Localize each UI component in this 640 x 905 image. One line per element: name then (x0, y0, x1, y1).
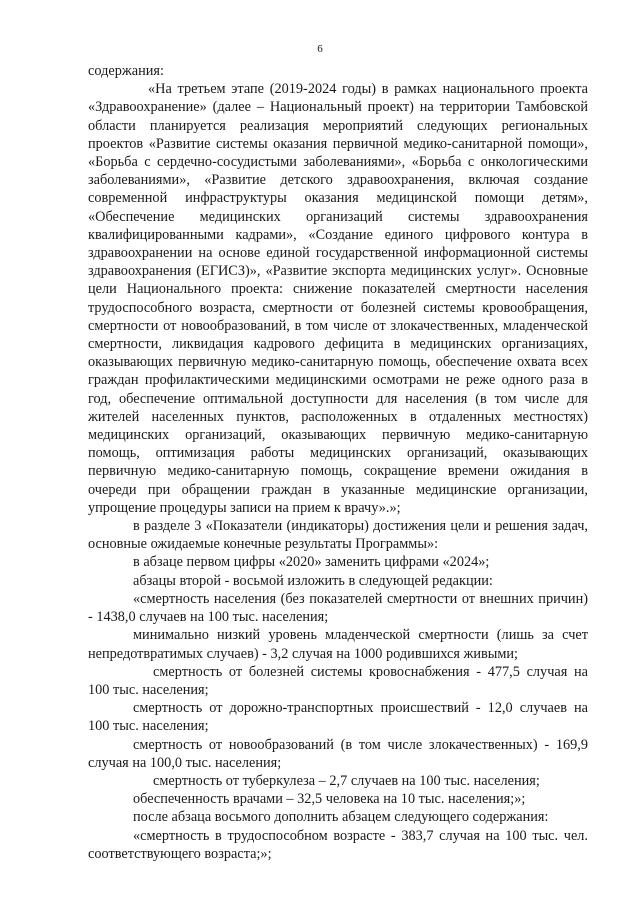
page-number: 6 (317, 43, 323, 55)
paragraph: минимально низкий уровень младенческой смертности (лишь за счет непредотвратимых случаев) - 3,2 случая на 1000 родившихся живыми; (88, 627, 588, 662)
paragraph: после абзаца восьмого дополнить абзацем следующего содержания: (133, 809, 549, 826)
paragraph: смертность от новообразований (в том числе злокачественных) - 169,9 случая на 100,0 тыс. населения; (88, 736, 588, 771)
paragraph: «смертность населения (без показателей смертности от внешних причин) - 1438,0 случаев на 100 тыс. населения; (88, 590, 588, 626)
paragraph: смертность от болезней системы кровоснабжения - 477,5 случая на 100 тыс. населения; (88, 663, 588, 698)
paragraph: в абзаце первом цифры «2020» заменить цифрами «2024»; (133, 554, 490, 571)
paragraph: содержания: (88, 63, 164, 79)
paragraph: абзацы второй - восьмой изложить в следующей редакции: (133, 572, 493, 589)
paragraph: смертность от дорожно-транспортных происшествий - 12,0 случаев на 100 тыс. населения; (88, 700, 588, 735)
paragraph: «На третьем этапе (2019-2024 годы) в рамках национального проекта «Здравоохранение» (далее – Национальный проект) на территории Тамбовской области планируется реализация мероприятий следующих региональных проектов «Развитие системы оказания первичной медико-санитарной помощи», «Борьба с сердечно-сосудистыми заболеваниями», «Борьба с онкологическими заболеваниями», «Развитие детского здравоохранения, включая создание современной инфраструктуры оказания медицинской помощи детям», «Обеспечение медицинских организаций системы здравоохранения квалифицированными кадрами», «Создание единого цифрового контура в здравоохранении на основе единой государственной информационной системы здравоохранения (ЕГИСЗ)», «Развитие экспорта медицинских услуг». Основные цели Национального проекта: снижение показателей смертности населения трудоспособного возраста, смертности от болезней системы кровообращения, смертности от новообразований, в том числе от злокачественных, младенческой смертности, ликвидация кадрового дефицита в медицинских организациях, оказывающих первичную медико-санитарную помощь, обеспечение охвата всех граждан профилактическими медицинскими осмотрами не реже одного раза в год, обеспечение оптимальной доступности для населения (в том числе для жителей населенных пунктов, расположенных в отдаленных местностях) медицинских организаций, оказывающих первичную медико-санитарную помощь, оптимизация работы медицинских организаций, оказывающих первичную медико-санитарную помощь, сокращение времени ожидания в очереди при обращении граждан в указанные медицинские организации, упрощение процедуры записи на прием к врачу».»; (88, 81, 588, 516)
paragraph: обеспеченность врачами – 32,5 человека на 10 тыс. населения;»; (133, 791, 526, 808)
paragraph: «смертность в трудоспособном возрасте - 383,7 случая на 100 тыс. чел. соответствующего возраста;»; (88, 827, 588, 862)
document-body (88, 62, 588, 863)
paragraph: смертность от туберкулеза – 2,7 случаев на 100 тыс. населения; (153, 772, 540, 789)
paragraph: в разделе 3 «Показатели (индикаторы) достижения цели и решения задач, основные ожидаемые конечные результаты Программы»: (88, 518, 588, 553)
